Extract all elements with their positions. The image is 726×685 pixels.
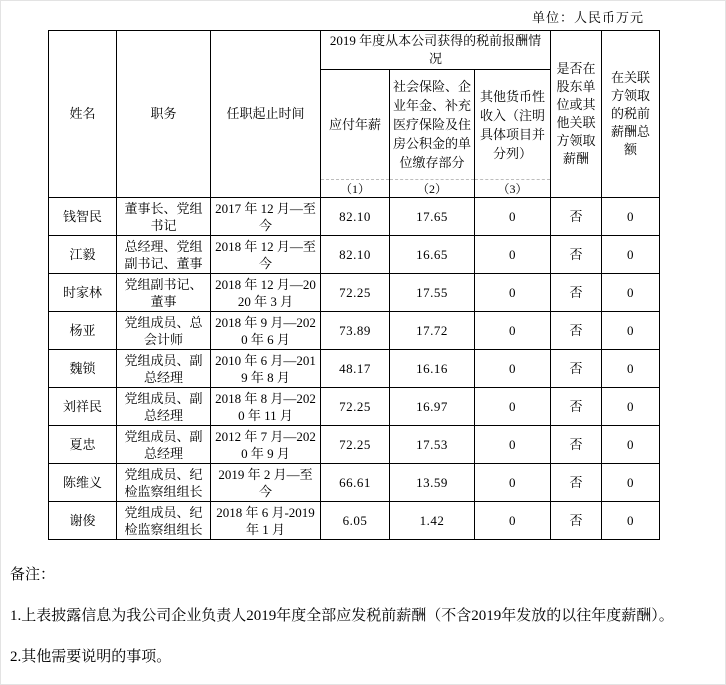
header-related-party-total: 在关联方领取的税前薪酬总额 — [602, 31, 660, 198]
cell-related-flag: 否 — [551, 350, 602, 388]
cell-salary: 48.17 — [321, 350, 390, 388]
cell-other-income: 0 — [475, 236, 551, 274]
cell-insurance: 16.16 — [390, 350, 475, 388]
cell-position: 党组成员、副总经理 — [117, 350, 211, 388]
cell-name: 陈维义 — [49, 464, 117, 502]
table-row — [49, 350, 660, 388]
cell-other-income: 0 — [475, 350, 551, 388]
cell-insurance: 17.65 — [390, 198, 475, 236]
cell-other-income: 0 — [475, 464, 551, 502]
cell-name: 刘祥民 — [49, 388, 117, 426]
cell-name: 谢俊 — [49, 502, 117, 540]
cell-term: 2018 年 12 月—至今 — [211, 236, 321, 274]
header-related-party-flag: 是否在股东单位或其他关联方领取薪酬 — [551, 31, 602, 198]
cell-position: 党组成员、纪检监察组组长 — [117, 464, 211, 502]
cell-term: 2018 年 8 月—2020 年 11 月 — [211, 388, 321, 426]
table-row — [49, 236, 660, 274]
cell-other-income: 0 — [475, 198, 551, 236]
header-other-income: 其他货币性收入（注明具体项目并分列） — [475, 70, 551, 180]
cell-related-total: 0 — [602, 198, 660, 236]
cell-name: 杨亚 — [49, 312, 117, 350]
cell-related-total: 0 — [602, 350, 660, 388]
header-term: 任职起止时间 — [211, 31, 321, 198]
cell-insurance: 1.42 — [390, 502, 475, 540]
notes-title: 备注： — [10, 567, 56, 583]
cell-salary: 72.25 — [321, 274, 390, 312]
unit-label: 单位：人民币万元 — [531, 10, 644, 25]
cell-related-flag: 否 — [551, 236, 602, 274]
cell-related-total: 0 — [602, 502, 660, 540]
cell-related-total: 0 — [602, 426, 660, 464]
cell-salary: 73.89 — [321, 312, 390, 350]
cell-term: 2018 年 12 月—2020 年 3 月 — [211, 274, 321, 312]
cell-related-flag: 否 — [551, 312, 602, 350]
cell-related-flag: 否 — [551, 198, 602, 236]
cell-salary: 66.61 — [321, 464, 390, 502]
cell-salary: 72.25 — [321, 388, 390, 426]
header-insurance: 社会保险、企业年金、补充医疗保险及住房公积金的单位缴存部分 — [390, 70, 475, 180]
note-item-2: 2.其他需要说明的事项。 — [10, 649, 172, 665]
cell-insurance: 13.59 — [390, 464, 475, 502]
cell-salary: 6.05 — [321, 502, 390, 540]
cell-other-income: 0 — [475, 502, 551, 540]
header-col1: （1） — [321, 180, 390, 198]
cell-term: 2018 年 6 月-2019 年 1 月 — [211, 502, 321, 540]
header-col2: （2） — [390, 180, 475, 198]
table-row — [49, 312, 660, 350]
cell-related-total: 0 — [602, 274, 660, 312]
header-name: 姓名 — [49, 31, 117, 198]
header-salary: 应付年薪 — [321, 70, 390, 180]
header-comp-2019: 2019 年度从本公司获得的税前报酬情况 — [321, 31, 551, 70]
note-item-1: 1.上表披露信息为我公司企业负责人2019年度全部应发税前薪酬（不含2019年发放的以往年度薪酬）。 — [10, 608, 674, 624]
header-row-top — [49, 31, 660, 70]
header-col3: （3） — [475, 180, 551, 198]
notes-section — [10, 566, 721, 667]
cell-other-income: 0 — [475, 426, 551, 464]
cell-insurance: 17.53 — [390, 426, 475, 464]
cell-salary: 82.10 — [321, 198, 390, 236]
cell-position: 董事长、党组书记 — [117, 198, 211, 236]
cell-other-income: 0 — [475, 312, 551, 350]
cell-name: 魏锁 — [49, 350, 117, 388]
cell-position: 党组成员、纪检监察组组长 — [117, 502, 211, 540]
cell-name: 时家林 — [49, 274, 117, 312]
cell-position: 党组成员、总会计师 — [117, 312, 211, 350]
cell-related-flag: 否 — [551, 388, 602, 426]
cell-other-income: 0 — [475, 274, 551, 312]
compensation-table — [48, 30, 660, 540]
cell-term: 2017 年 12 月—至今 — [211, 198, 321, 236]
cell-related-total: 0 — [602, 388, 660, 426]
cell-insurance: 17.72 — [390, 312, 475, 350]
cell-position: 党组副书记、董事 — [117, 274, 211, 312]
cell-insurance: 16.97 — [390, 388, 475, 426]
header-position: 职务 — [117, 31, 211, 198]
cell-salary: 72.25 — [321, 426, 390, 464]
cell-position: 党组成员、副总经理 — [117, 388, 211, 426]
cell-salary: 82.10 — [321, 236, 390, 274]
cell-related-flag: 否 — [551, 464, 602, 502]
cell-insurance: 16.65 — [390, 236, 475, 274]
cell-term: 2018 年 9 月—2020 年 6 月 — [211, 312, 321, 350]
table-row — [49, 274, 660, 312]
cell-term: 2012 年 7 月—2020 年 9 月 — [211, 426, 321, 464]
cell-name: 钱智民 — [49, 198, 117, 236]
cell-term: 2010 年 6 月—2019 年 8 月 — [211, 350, 321, 388]
cell-related-total: 0 — [602, 312, 660, 350]
table-row — [49, 464, 660, 502]
cell-name: 江毅 — [49, 236, 117, 274]
cell-position: 党组成员、副总经理 — [117, 426, 211, 464]
cell-term: 2019 年 2 月—至今 — [211, 464, 321, 502]
table-row — [49, 502, 660, 540]
cell-other-income: 0 — [475, 388, 551, 426]
table-row — [49, 198, 660, 236]
cell-name: 夏忠 — [49, 426, 117, 464]
cell-position: 总经理、党组副书记、董事 — [117, 236, 211, 274]
table-row — [49, 426, 660, 464]
cell-related-flag: 否 — [551, 502, 602, 540]
cell-related-total: 0 — [602, 236, 660, 274]
cell-related-flag: 否 — [551, 426, 602, 464]
cell-related-flag: 否 — [551, 274, 602, 312]
table-row — [49, 388, 660, 426]
cell-insurance: 17.55 — [390, 274, 475, 312]
cell-related-total: 0 — [602, 464, 660, 502]
document-page — [1, 1, 725, 684]
